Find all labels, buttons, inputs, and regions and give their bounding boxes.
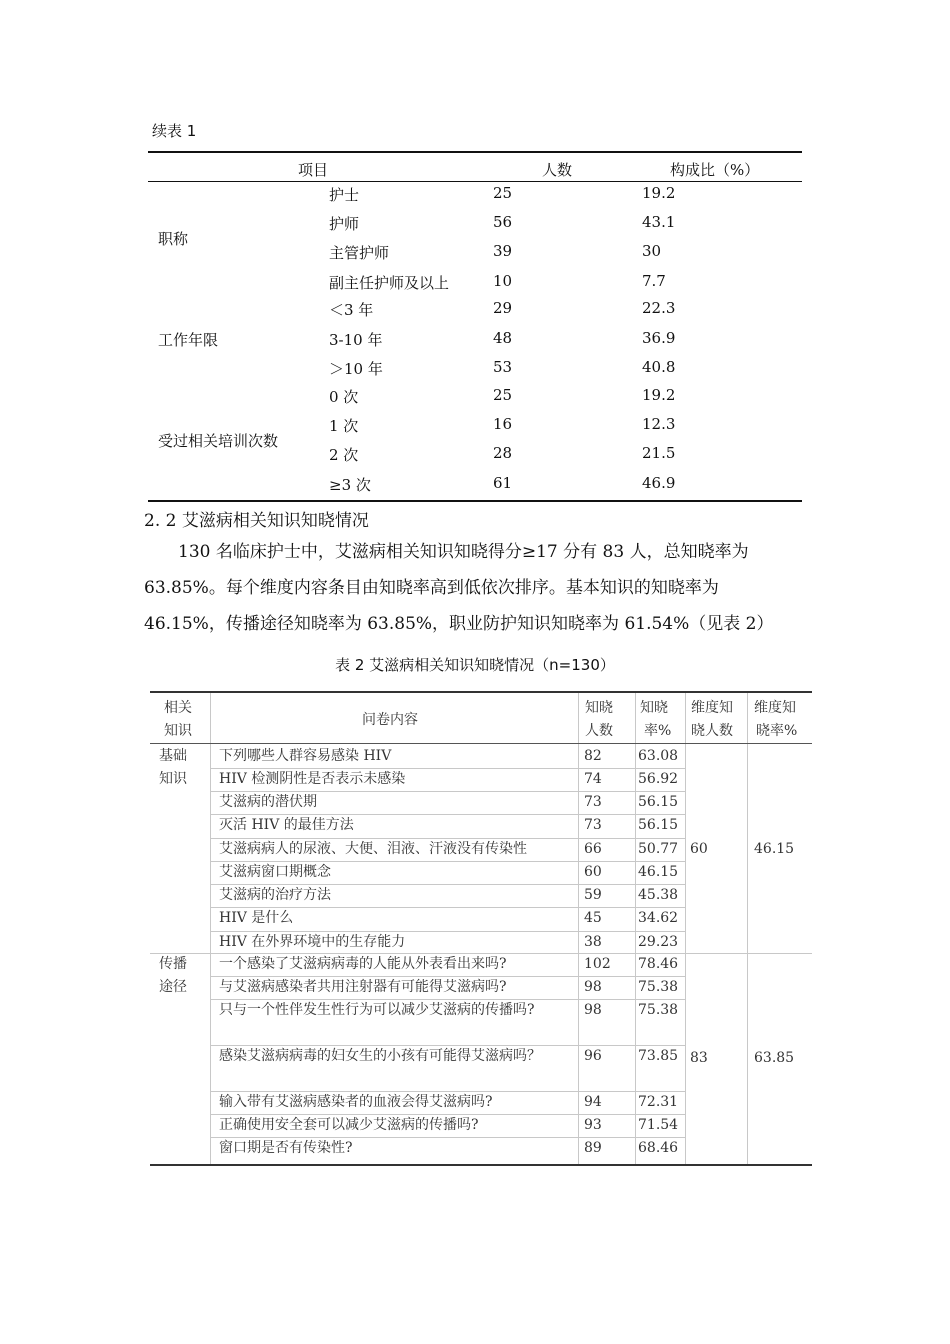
table2-cell-content: 艾滋病病人的尿液、大便、泪液、汗液没有传染性: [219, 841, 527, 857]
table1-caption: 续表 1: [152, 122, 197, 140]
table1-cell-count: 56: [493, 213, 513, 231]
table2-column-divider: [685, 693, 686, 1164]
table2-column-divider: [578, 693, 579, 1164]
table2-cell-count: 98: [584, 1002, 602, 1018]
table2-cell-content: 灭活 HIV 的最佳方法: [219, 817, 354, 833]
table2-cell-content: 一个感染了艾滋病病毒的人能从外表看出来吗?: [219, 956, 507, 972]
table1-cell-count: 29: [493, 299, 513, 317]
section-paragraph: [144, 534, 812, 642]
table2-cell-content: 感染艾滋病病毒的妇女生的小孩有可能得艾滋病吗？: [219, 1048, 541, 1064]
table1-bottom-rule: [148, 500, 802, 502]
t2-header-dim-count-1: 维度知: [691, 700, 733, 716]
table2-cell-count: 82: [584, 748, 602, 764]
table2-cell-content: HIV 检测阴性是否表示未感染: [219, 771, 406, 787]
table2-cell-count: 102: [584, 956, 611, 972]
table2-cell-rate: 56.15: [638, 817, 679, 833]
table1-header: [148, 153, 802, 181]
table2-cell-content: 输入带有艾滋病感染者的血液会得艾滋病吗?: [219, 1094, 493, 1110]
table2-category-label: 途径: [159, 979, 187, 995]
table2-cell-content: 窗口期是否有传染性?: [219, 1140, 353, 1156]
table2-cell-rate: 29.23: [638, 934, 679, 950]
table2-cell-count: 98: [584, 979, 602, 995]
table1-cell-item: ≥3 次: [329, 476, 371, 494]
table2-column-divider: [747, 693, 748, 1164]
table1-cell-item: 护师: [329, 215, 360, 233]
table1-cell-ratio: 12.3: [642, 415, 676, 433]
table2-cell-rate: 34.62: [638, 910, 679, 926]
table2-cell-rate: 68.46: [638, 1140, 679, 1156]
table2-cell-content: 艾滋病窗口期概念: [219, 864, 331, 880]
table1-cell-ratio: 43.1: [642, 213, 676, 231]
table1-cell-ratio: 19.2: [642, 184, 676, 202]
table1-cell-item: 主管护师: [329, 244, 390, 262]
table2-cell-content: HIV 在外界环境中的生存能力: [219, 934, 406, 950]
t2-header-category-2: 知识: [164, 723, 192, 739]
table1-cell-count: 25: [493, 386, 513, 404]
table1-cell-item: ＞10 年: [329, 360, 383, 378]
paragraph-line: 63.85%。每个维度内容条目由知晓率高到低依次排序。基本知识的知晓率为: [144, 578, 719, 598]
table2-cell-content: 下列哪些人群容易感染 HIV: [219, 748, 392, 764]
table2-dim-rate: 46.15: [754, 841, 795, 857]
table2-cell-rate: 56.15: [638, 794, 679, 810]
table1-cell-count: 10: [493, 272, 513, 290]
table2-cell-rate: 46.15: [638, 864, 679, 880]
table2-cell-count: 38: [584, 934, 602, 950]
table1-cell-item: 副主任护师及以上: [329, 274, 450, 292]
table2-cell-rate: 50.77: [638, 841, 679, 857]
table1-cell-count: 39: [493, 242, 513, 260]
t2-header-content: 问卷内容: [362, 712, 418, 728]
table1-cell-ratio: 19.2: [642, 386, 676, 404]
table1: [148, 151, 802, 502]
table2-column-divider: [210, 693, 211, 1164]
table1-cell-count: 16: [493, 415, 513, 433]
t2-header-category-1: 相关: [164, 700, 192, 716]
table1-group-name: 受过相关培训次数: [158, 432, 279, 450]
table1-cell-count: 25: [493, 184, 513, 202]
table2-category-label: 知识: [159, 771, 187, 787]
table2-cell-rate: 71.54: [638, 1117, 679, 1133]
table2-cell-content: 只与一个性伴发生性行为可以减少艾滋病的传播吗?: [219, 1002, 535, 1018]
table2-cell-rate: 56.92: [638, 771, 679, 787]
table2-cell-content: 与艾滋病感染者共用注射器有可能得艾滋病吗?: [219, 979, 507, 995]
table1-cell-ratio: 36.9: [642, 329, 676, 347]
table2-cell-rate: 63.08: [638, 748, 679, 764]
table1-cell-item: ＜3 年: [329, 301, 374, 319]
table2-cell-rate: 45.38: [638, 887, 679, 903]
table2-cell-content: 正确使用安全套可以减少艾滋病的传播吗?: [219, 1117, 479, 1133]
table2: [150, 691, 812, 1166]
table2-cell-count: 94: [584, 1094, 602, 1110]
table1-header-item: 项目: [298, 161, 329, 179]
t2-header-rate-1: 知晓: [640, 700, 668, 716]
t2-header-dim-count-2: 晓人数: [691, 723, 733, 739]
table2-dim-rate: 63.85: [754, 1049, 795, 1066]
table1-cell-count: 28: [493, 444, 513, 462]
t2-header-dim-rate-1: 维度知: [754, 700, 796, 716]
section-title: 2. 2 艾滋病相关知识知晓情况: [144, 511, 369, 531]
table2-caption: 表 2 艾滋病相关知识知晓情况（n=130）: [335, 656, 615, 674]
t2-header-rate-2: 率%: [644, 723, 672, 739]
table2-column-divider: [635, 693, 636, 1164]
table2-cell-count: 73: [584, 817, 602, 833]
table1-cell-ratio: 30: [642, 242, 662, 260]
table1-cell-ratio: 46.9: [642, 474, 676, 492]
table2-dim-count: 60: [690, 841, 708, 857]
table1-group-name: 工作年限: [158, 331, 219, 349]
table1-cell-count: 48: [493, 329, 513, 347]
table2-cell-count: 59: [584, 887, 602, 903]
t2-header-count-1: 知晓: [585, 700, 613, 716]
table1-cell-ratio: 40.8: [642, 358, 676, 376]
table2-cell-count: 73: [584, 794, 602, 810]
table1-header-ratio: 构成比（%）: [670, 161, 760, 179]
table2-cell-rate: 73.85: [638, 1048, 679, 1064]
table1-cell-item: 0 次: [329, 388, 359, 406]
table1-cell-count: 53: [493, 358, 513, 376]
table1-cell-ratio: 7.7: [642, 272, 666, 290]
table1-group-name: 职称: [158, 230, 189, 248]
table1-cell-item: 1 次: [329, 417, 359, 435]
table2-cell-rate: 78.46: [638, 956, 679, 972]
table2-category-label: 传播: [159, 956, 187, 972]
table1-cell-ratio: 21.5: [642, 444, 676, 462]
table2-dim-count: 83: [690, 1049, 708, 1066]
table1-header-count: 人数: [542, 161, 573, 179]
table2-cell-content: HIV 是什么: [219, 910, 294, 926]
table2-cell-rate: 75.38: [638, 979, 679, 995]
t2-header-count-2: 人数: [585, 723, 613, 739]
table1-cell-ratio: 22.3: [642, 299, 676, 317]
t2-header-dim-rate-2: 晓率%: [756, 723, 798, 739]
table2-cell-content: 艾滋病的治疗方法: [219, 887, 331, 903]
table2-cell-rate: 72.31: [638, 1094, 679, 1110]
table1-cell-item: 3-10 年: [329, 331, 383, 349]
table2-cell-count: 74: [584, 771, 602, 787]
paragraph-line: 46.15%，传播途径知晓率为 63.85%，职业防护知识知晓率为 61.54%（见表 2）: [144, 614, 774, 634]
table2-cell-count: 66: [584, 841, 602, 857]
paragraph-line: 130 名临床护士中，艾滋病相关知识知晓得分≥17 分有 83 人，总知晓率为: [178, 542, 749, 562]
table1-body: [148, 182, 802, 500]
table2-cell-rate: 75.38: [638, 1002, 679, 1018]
table2-header-rule: [150, 743, 812, 744]
table2-cell-count: 89: [584, 1140, 602, 1156]
table2-cell-count: 60: [584, 864, 602, 880]
table2-cell-count: 93: [584, 1117, 602, 1133]
table2-cell-count: 45: [584, 910, 602, 926]
table1-cell-item: 2 次: [329, 446, 359, 464]
table2-cell-content: 艾滋病的潜伏期: [219, 794, 317, 810]
table2-cell-count: 96: [584, 1048, 602, 1064]
table1-cell-item: 护士: [329, 186, 360, 204]
table2-category-label: 基础: [159, 748, 187, 764]
table1-cell-count: 61: [493, 474, 513, 492]
